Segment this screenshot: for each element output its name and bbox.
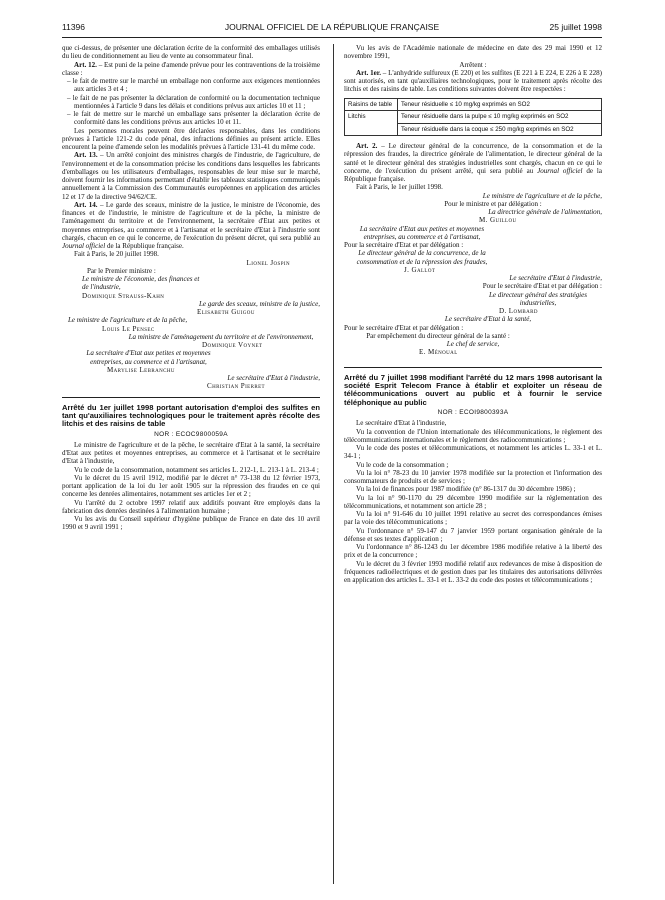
decree-title: Arrêté du 7 juillet 1998 modifiant l'arrêté du 12 mars 1998 autorisant la société Esprit Telecom France à établir et exploiter un réseau de télécommunications ouvert au public et à fournir le service téléphonique au public <box>344 372 602 407</box>
body-paragraph: Vu le code de la consommation, notamment ses articles L. 212-1, L. 213-1 à L. 213-4 ; <box>74 465 319 474</box>
article-1-label: Art. 1er. <box>356 68 381 77</box>
body-paragraph: Vu le code de la consommation ; <box>356 460 449 469</box>
table-cell <box>398 111 602 136</box>
signatory-title: Le ministre de l'économie, des finances et de l'industrie, <box>82 275 200 292</box>
intro-paragraph: que ci-dessus, de présenter une déclaration écrite de la conformité des emballages utilisés du lieu de conditionnement au lieu de vente au consommateur final. <box>62 44 320 61</box>
article-12-tail: Les personnes morales peuvent être déclarées responsables, dans les conditions prévues à l'article 121-2 du code pénal, des infractions définies au présent article. Elles encourent la peine d'amende selon les modalités prévues à l'article 131-41 du même code. <box>62 126 320 151</box>
signatory-title: Le garde des sceaux, ministre de la justice, <box>198 299 320 308</box>
residue-table <box>344 98 602 137</box>
section-rule <box>62 397 320 398</box>
page-header <box>62 22 602 36</box>
table-cell: Teneur résiduelle ≤ 10 mg/kg exprimés en SO2 <box>398 98 602 111</box>
article-14: Art. 14. – Le garde des sceaux, ministre de la justice, le ministre de l'économie, des finances et de l'industrie, le ministre de l'agriculture et de la pêche, la ministre de l'aménagement du territoire et de l'environnement, la secrétaire d'Etat aux petites et moyennes entreprises, au commerce et à l'artisanat et le secrétaire d'Etat à l'industrie sont chargés, chacun en ce qui le concerne, de l'exécution du présent décret, qui sera publié au Journal officiel de la République française. <box>62 200 320 250</box>
page-number: 11396 <box>62 22 86 32</box>
body-paragraph: Vu l'arrêté du 2 octobre 1997 relatif aux additifs pouvant être employés dans la fabrication des denrées destinées à l'alimentation humaine ; <box>62 498 320 515</box>
signatory-name: J. Gallot <box>404 265 436 274</box>
article-12-item: – le fait de ne pas présenter la déclaration de conformité ou la documentation technique mentionnées à l'article 9 dans les délais et conditions prévus aux articles 10 et 11 ; <box>67 93 320 110</box>
article-13: Art. 13. – Un arrêté conjoint des ministres chargés de l'industrie, de l'agriculture, de l'environnement et de la consommation précise les conditions dans lesquelles les fabricants d'emballages ou les utilisateurs d'emballages, responsables de leur mise sur le marché, doivent fournir les informations permettant d'établir les tableaux statistiques communiqués annuellement à la Commission des Communautés européennes en application des articles 12 et 17 de la directive 94/62/CE. <box>62 151 320 201</box>
body-paragraph: Vu les avis de l'Académie nationale de médecine en date des 29 mai 1990 et 12 novembre 1991, <box>344 44 602 61</box>
signatory-title: La directrice générale de l'alimentation, <box>488 208 602 216</box>
body-paragraph: Vu l'ordonnance n° 59-147 du 7 janvier 1959 portant organisation générale de la défense et ses textes d'application ; <box>344 526 602 543</box>
signatory-name: Elisabeth Guigou <box>197 308 255 316</box>
article-12-item: – le fait de mettre sur le marché un emballage non conforme aux exigences mentionnées aux articles 3 et 4 ; <box>67 77 320 94</box>
signatory-title: Le secrétaire d'Etat à l'industrie, <box>509 274 602 282</box>
signatory-title: La ministre de l'aménagement du territoire et de l'environnement, <box>128 332 314 341</box>
body-paragraph: Vu les avis du Conseil supérieur d'hygiène publique de France en date des 10 avril 1990 et 9 avril 1991 ; <box>62 515 320 532</box>
table-cell-line: Teneur résiduelle dans la pulpe ≤ 10 mg/kg exprimés en SO2 <box>401 113 569 120</box>
signing-date: Fait à Paris, le 1er juillet 1998. <box>356 183 443 192</box>
table-cell: Raisins de table <box>345 98 398 111</box>
signatory-delegation: Par le Premier ministre : <box>87 266 156 275</box>
signatory-title: La secrétaire d'Etat aux petites et moyennes entreprises, au commerce et à l'artisanat, <box>359 224 485 241</box>
signatory-title: La secrétaire d'Etat aux petites et moyennes entreprises, au commerce et à l'artisanat, <box>86 349 211 366</box>
signatory-delegation: Pour la secrétaire d'Etat et par délégation : <box>344 241 464 249</box>
table-cell-line: Teneur résiduelle dans la coque ≤ 250 mg/kg exprimés en SO2 <box>398 123 601 134</box>
nor-reference: NOR : ECOI9800393A <box>437 409 509 417</box>
signatory-name: Marylise Lebranchu <box>107 365 175 374</box>
body-paragraph: Vu la loi n° 91-646 du 10 juillet 1991 relative au secret des correspondances émises par la voie des télécommunications ; <box>344 510 602 527</box>
table-row <box>345 111 602 136</box>
article-12-label: Art. 12. <box>74 60 97 69</box>
arretent-heading: Arrêtent : <box>459 60 487 69</box>
body-paragraph: Vu le code des postes et télécommunications, et notamment les articles L. 33-1 et L. 34-1 ; <box>344 444 602 461</box>
nor-reference: NOR : ECOC9800059A <box>154 430 228 438</box>
signatory-name: Louis Le Pensec <box>102 324 155 333</box>
signing-date: Fait à Paris, le 20 juillet 1998. <box>74 250 159 259</box>
article-13-label: Art. 13. <box>74 151 98 160</box>
issue-date: 25 juillet 1998 <box>549 22 602 32</box>
signatory-delegation: Pour le secrétaire d'Etat et par délégation : <box>344 323 464 332</box>
signatory-title: Le directeur général de la concurrence, de la consommation et de la répression des fraudes, <box>356 249 488 266</box>
table-cell: Litchis <box>345 111 398 136</box>
signatory-delegation: Pour le secrétaire d'Etat et par délégation : <box>482 282 602 291</box>
body-paragraph: Vu la loi n° 90-1170 du 29 décembre 1990 modifiée sur la réglementation des télécommunications, et notamment son article 28 ; <box>344 493 602 510</box>
article-2: Art. 2. – Le directeur général de la concurrence, de la consommation et de la répression des fraudes, la directrice générale de l'alimentation, le directeur général de la santé et le directeur général des stratégies industrielles sont chargés, chacun en ce qui le concerne, de l'exécution du présent arrêté, qui sera publié au Journal officiel de la République française. <box>344 142 603 183</box>
signatory-delegation: Pour le ministre et par délégation : <box>444 199 542 208</box>
article-1: Art. 1er. – L'anhydride sulfureux (E 220) et les sulfites (E 221 à E 224, E 226 à E 228) sont autorisés, en tant qu'auxiliaires technologiques, pour le traitement après récolte des litchis et des raisins de table. Les conditions suivantes doivent être respectées : <box>344 68 602 94</box>
article-14-label: Art. 14. <box>74 200 98 209</box>
signatory-name: Lionel Jospin <box>246 258 290 267</box>
left-column <box>62 44 320 532</box>
journal-title: JOURNAL OFFICIEL DE LA RÉPUBLIQUE FRANÇAISE <box>224 22 440 32</box>
signatory-title: Le ministre de l'agriculture et de la pêche, <box>482 191 602 200</box>
body-paragraph: Vu la convention de l'Union internationale des télécommunications, le règlement des télécommunications internationales et le règlement des radiocommunications ; <box>344 427 602 444</box>
section-rule <box>344 367 602 368</box>
body-paragraph: Vu la loi n° 78-23 du 10 janvier 1978 modifiée sur la protection et l'information des consommateurs de produits et de services ; <box>344 468 602 486</box>
body-paragraph: Vu le décret du 15 avril 1912, modifié par le décret n° 73-138 du 12 février 1973, portant application de la loi du 1er août 1905 sur la répression des fraudes en ce qui concerne les denrées alimentaires, notamment ses articles 1er et 2 ; <box>62 473 320 499</box>
decree-title: Arrêté du 1er juillet 1998 portant autorisation d'emploi des sulfites en tant qu'auxiliaires technologiques pour le traitement après récolte des litchis et des raisins de table <box>62 402 320 429</box>
body-paragraph: Vu la loi de finances pour 1987 modifiée (n° 86-1317 du 30 décembre 1986) ; <box>356 485 576 494</box>
article-12-item: – le fait de mettre sur le marché un emballage sans présenter la déclaration écrite de conformité dans les conditions prévus aux articles 10 et 11. <box>67 110 320 127</box>
signatory-name: D. Lombard <box>499 307 538 315</box>
signatory-title: Le ministre de l'agriculture et de la pêche, <box>68 316 188 325</box>
body-paragraph: Vu le décret du 3 février 1993 modifié relatif aux redevances de mise à disposition de fréquences radioélectriques et de gestion dues par les titulaires des autorisations délivrées en application des articles L. 33-1 et L. 33-2 du code des postes et télécommunications ; <box>344 559 602 585</box>
signatory-name: Dominique Strauss-Kahn <box>82 291 165 300</box>
column-separator <box>333 44 334 884</box>
signatory-title: Le chef de service, <box>446 340 500 348</box>
signatory-name: M. Guillou <box>479 216 517 225</box>
table-row <box>345 98 602 111</box>
article-2-label: Art. 2. <box>356 142 378 150</box>
body-paragraph: Le secrétaire d'Etat à l'industrie, <box>356 419 447 428</box>
signatory-delegation: Par empêchement du directeur général de la santé : <box>366 331 510 340</box>
signatory-title: Le secrétaire d'Etat à l'industrie, <box>227 374 320 382</box>
signatory-name: E. Ménoual <box>419 348 458 357</box>
right-column <box>344 44 602 584</box>
header-rule <box>62 37 602 38</box>
signatory-name: Christian Pierret <box>207 382 266 391</box>
signatory-title: Le secrétaire d'Etat à la santé, <box>444 315 532 324</box>
body-paragraph: Le ministre de l'agriculture et de la pêche, le secrétaire d'Etat à la santé, la secrétaire d'Etat aux petites et moyennes entreprises, au commerce et à l'artisanat et le secrétaire d'Etat à l'industrie, <box>62 440 320 466</box>
body-paragraph: Vu l'ordonnance n° 86-1243 du 1er décembre 1986 modifiée relative à la liberté des prix et de la concurrence ; <box>344 543 602 560</box>
article-12: Art. 12. – Est puni de la peine d'amende prévue pour les contraventions de la troisième classe : <box>62 60 320 77</box>
signatory-name: Dominique Voynet <box>202 341 263 349</box>
signatory-title: Le directeur général des stratégies industrielles, <box>489 290 587 307</box>
